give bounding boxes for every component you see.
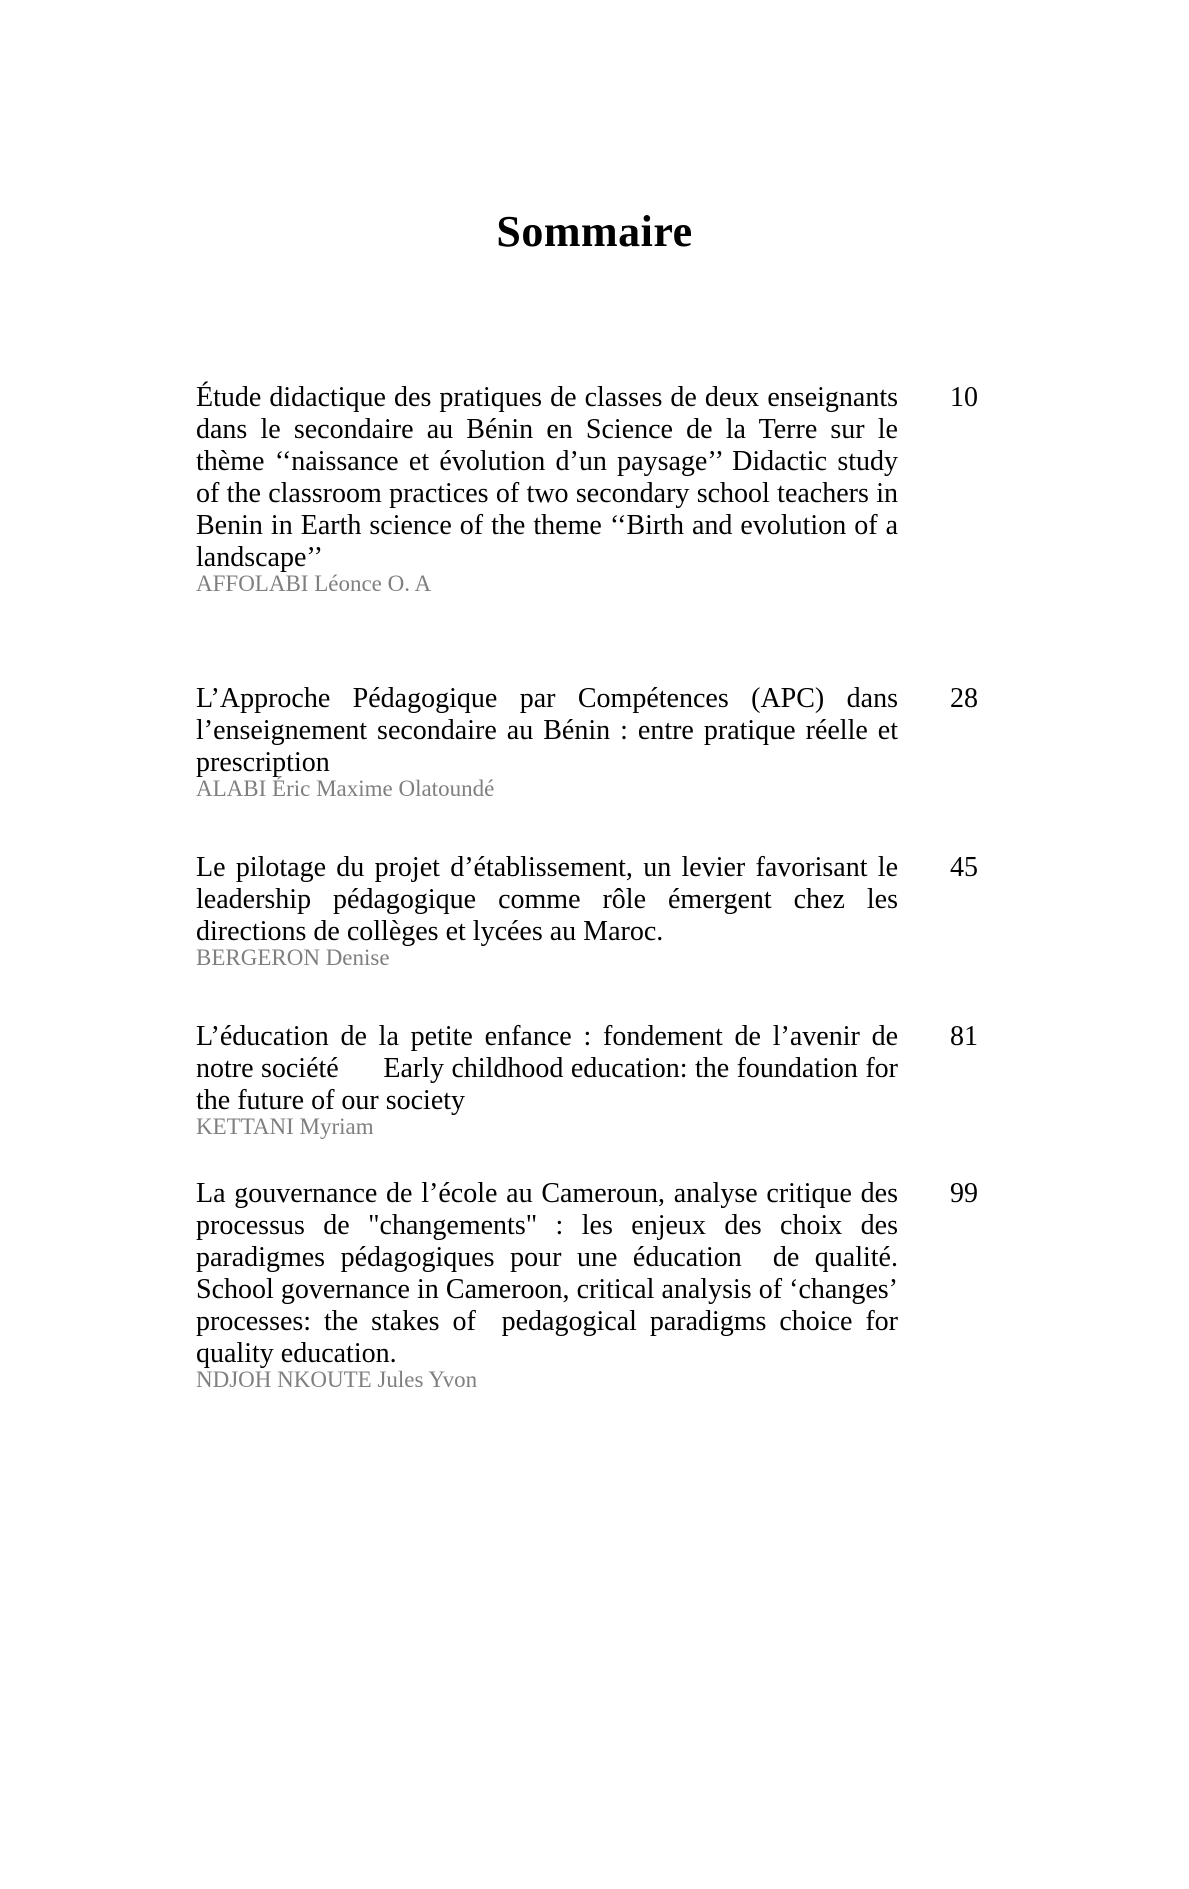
entry-title: L’éducation de la petite enfance : fondement de l’avenir de notre société Early childhood education: the foundation for the future of our society: [196, 1021, 898, 1116]
entry-author: AFFOLABI Léonce O. A: [196, 571, 432, 596]
toc-entry: [196, 382, 978, 596]
toc-entry: [196, 683, 978, 801]
toc-entry: [196, 1021, 978, 1139]
toc-entry: [196, 1178, 978, 1392]
entry-page-number: 45: [950, 852, 978, 883]
toc-entry-main: [196, 1021, 898, 1139]
toc-entry-main: [196, 852, 898, 970]
entry-author: KETTANI Myriam: [196, 1114, 374, 1139]
toc-entry-main: [196, 1178, 898, 1392]
entry-page-number: 10: [950, 382, 978, 413]
entry-page-number: 28: [950, 683, 978, 714]
entry-author: ALABI Éric Maxime Olatoundé: [196, 776, 495, 801]
entry-title: Le pilotage du projet d’établissement, un levier favorisant le leadership pédagogique comme rôle émergent chez les directions de collèges et lycées au Maroc.: [196, 852, 898, 947]
page-title: Sommaire: [496, 207, 693, 256]
entry-author: BERGERON Denise: [196, 945, 390, 970]
entry-title: La gouvernance de l’école au Cameroun, analyse critique des processus de "changements" : les enjeux des choix des paradigmes pédagogiques pour une éducation de qualité. School governance in Cameroon, critical analysis of ‘changes’ processes: the stakes of pedagogical paradigms choice for quality education.: [196, 1178, 898, 1369]
toc-entry-main: [196, 683, 898, 801]
toc-entry-main: [196, 382, 898, 596]
entry-page-number: 81: [950, 1021, 978, 1052]
toc-entry: [196, 852, 978, 970]
entry-page-number: 99: [950, 1178, 978, 1209]
entry-author: NDJOH NKOUTE Jules Yvon: [196, 1367, 478, 1392]
document-page: [0, 206, 1189, 1889]
entry-title: Étude didactique des pratiques de classes de deux enseignants dans le secondaire au Bénin en Science de la Terre sur le thème ‘‘naissance et évolution d’un paysage’’ Didactic study of the classroom practices of two secondary school teachers in Benin in Earth science of the theme ‘‘Birth and evolution of a landscape’’: [196, 382, 898, 573]
entry-title: L’Approche Pédagogique par Compétences (APC) dans l’enseignement secondaire au Bénin : entre pratique réelle et prescription: [196, 683, 898, 778]
table-of-contents: [196, 382, 978, 1392]
